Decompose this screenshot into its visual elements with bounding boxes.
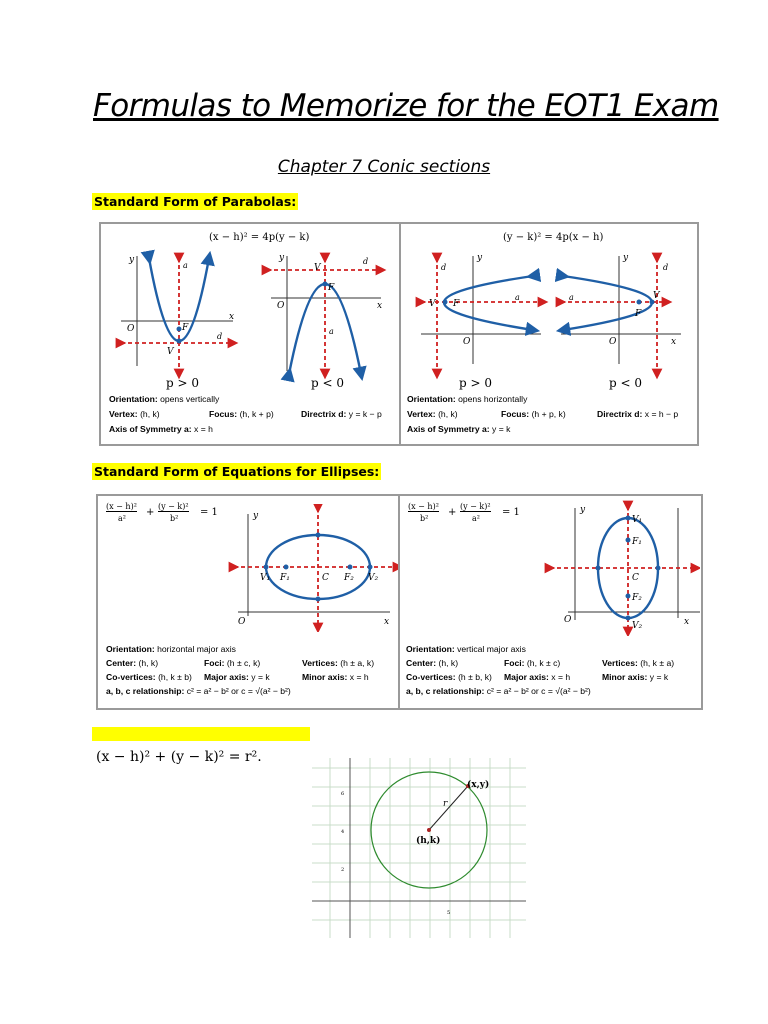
svg-text:a: a	[329, 327, 334, 336]
ellipse-heading: Standard Form of Equations for Ellipses:	[94, 464, 380, 479]
ellipse-vertical-section	[400, 496, 701, 708]
svg-text:F₁: F₁	[280, 573, 290, 583]
svg-text:V₁: V₁	[632, 515, 643, 525]
parabola-vertical-properties: Orientation: opens vertically Vertex: (h, k) Focus: (h, k + p) Directrix d: y = k − p Axis of Symmetry a: x = h	[109, 394, 382, 434]
page-title: Formulas to Memorize for the EOT1 Exam	[93, 88, 719, 124]
svg-text:V: V	[167, 347, 174, 357]
svg-text:a: a	[183, 261, 188, 270]
svg-text:d: d	[217, 332, 223, 341]
svg-text:V₂: V₂	[368, 573, 379, 583]
svg-text:y: y	[253, 511, 259, 521]
svg-text:F₁: F₁	[632, 537, 642, 547]
ellipse-horizontal-equation: (x − h)² a² + (y − k)² b² = 1	[106, 502, 218, 523]
tick-label: 6	[341, 791, 345, 797]
svg-text:F₂: F₂	[632, 593, 642, 603]
svg-text:F₂: F₂	[344, 573, 354, 583]
parabola-down-graph	[267, 253, 382, 374]
svg-text:F: F	[328, 283, 335, 293]
svg-text:O: O	[564, 615, 572, 625]
svg-text:y: y	[623, 253, 629, 263]
parabola-heading: Standard Form of Parabolas:	[94, 194, 297, 209]
sign-negative: p < 0	[311, 376, 344, 390]
svg-text:F: F	[182, 323, 189, 333]
tick-label: 2	[341, 867, 345, 873]
svg-text:C: C	[322, 573, 329, 583]
svg-text:O: O	[609, 337, 617, 347]
svg-text:V₁: V₁	[260, 573, 271, 583]
ellipse-horizontal-section	[98, 496, 398, 708]
svg-text:x: x	[229, 312, 235, 322]
svg-text:O: O	[127, 324, 135, 334]
sign-positive: p > 0	[459, 376, 492, 390]
parabola-horizontal-equation: (y − k)² = 4p(x − h)	[503, 232, 604, 243]
circle-heading-highlight	[92, 727, 310, 741]
ellipse-vertical-properties: Orientation: vertical major axis Center: (h, k) Foci: (h, k ± c) Vertices: (h, k ± a) Co-vertices: (h ± b, k) Major axis: x = h Minor axis: y = k a, b, c relationship: c² = a² − b² or c = √(a² − b²)	[406, 644, 675, 696]
parabola-right-graph	[421, 253, 543, 374]
svg-text:O: O	[463, 337, 471, 347]
point-label: (x,y)	[467, 780, 490, 790]
svg-text:x: x	[377, 301, 383, 311]
tick-label: 4	[341, 829, 345, 835]
parabola-horizontal-section	[401, 224, 697, 444]
sign-positive: p > 0	[166, 376, 199, 390]
circle-equation: (x − h)² + (y − k)² = r².	[96, 749, 262, 765]
parabola-panel	[99, 222, 699, 446]
svg-text:O: O	[238, 617, 246, 627]
svg-text:C: C	[632, 573, 639, 583]
parabola-vertical-section	[101, 224, 399, 444]
parabola-left-graph	[561, 253, 681, 374]
svg-text:V: V	[314, 263, 321, 273]
svg-text:F: F	[635, 309, 642, 319]
ellipse-vertical-graph	[400, 500, 700, 636]
svg-text:d: d	[663, 263, 669, 272]
svg-text:y: y	[279, 253, 285, 263]
svg-text:d: d	[441, 263, 447, 272]
svg-text:y: y	[580, 505, 586, 515]
svg-text:y: y	[477, 253, 483, 263]
svg-text:a: a	[569, 293, 574, 302]
svg-text:V₂: V₂	[632, 621, 643, 631]
svg-text:y: y	[129, 255, 135, 265]
radius-label: r	[443, 799, 448, 809]
svg-text:a: a	[515, 293, 520, 302]
svg-text:x: x	[384, 617, 390, 627]
center-label: (h,k)	[416, 836, 441, 846]
sign-negative: p < 0	[609, 376, 642, 390]
ellipse-horizontal-properties: Orientation: horizontal major axis Center: (h, k) Foci: (h ± c, k) Vertices: (h ± a, k) Co-vertices: (h, k ± b) Major axis: y = k Minor axis: x = h a, b, c relationship: c² = a² − b² or c = √(a² − b²)	[106, 644, 375, 696]
tick-label: 5	[447, 910, 451, 916]
chapter-subtitle: Chapter 7 Conic sections	[277, 157, 491, 177]
circle-graph	[312, 758, 526, 938]
ellipse-panel	[96, 494, 703, 710]
parabola-vertical-graphs	[101, 246, 399, 391]
parabola-horizontal-properties: Orientation: opens horizontally Vertex: (h, k) Focus: (h + p, k) Directrix d: x = h − p Axis of Symmetry a: y = k	[407, 394, 679, 434]
svg-text:V: V	[653, 291, 660, 301]
svg-text:x: x	[671, 337, 677, 347]
svg-text:F: F	[453, 299, 460, 309]
ellipse-vertical-equation: (x − h)² b² + (y − k)² a² = 1	[408, 502, 520, 523]
svg-text:O: O	[277, 301, 285, 311]
parabola-vertical-equation: (x − h)² = 4p(y − k)	[209, 232, 310, 243]
svg-text:d: d	[363, 257, 369, 266]
svg-text:V: V	[429, 299, 436, 309]
svg-text:x: x	[684, 617, 690, 627]
parabola-up-graph	[121, 255, 234, 374]
ellipse-horizontal-graph	[98, 504, 398, 632]
parabola-horizontal-graphs	[401, 246, 697, 391]
